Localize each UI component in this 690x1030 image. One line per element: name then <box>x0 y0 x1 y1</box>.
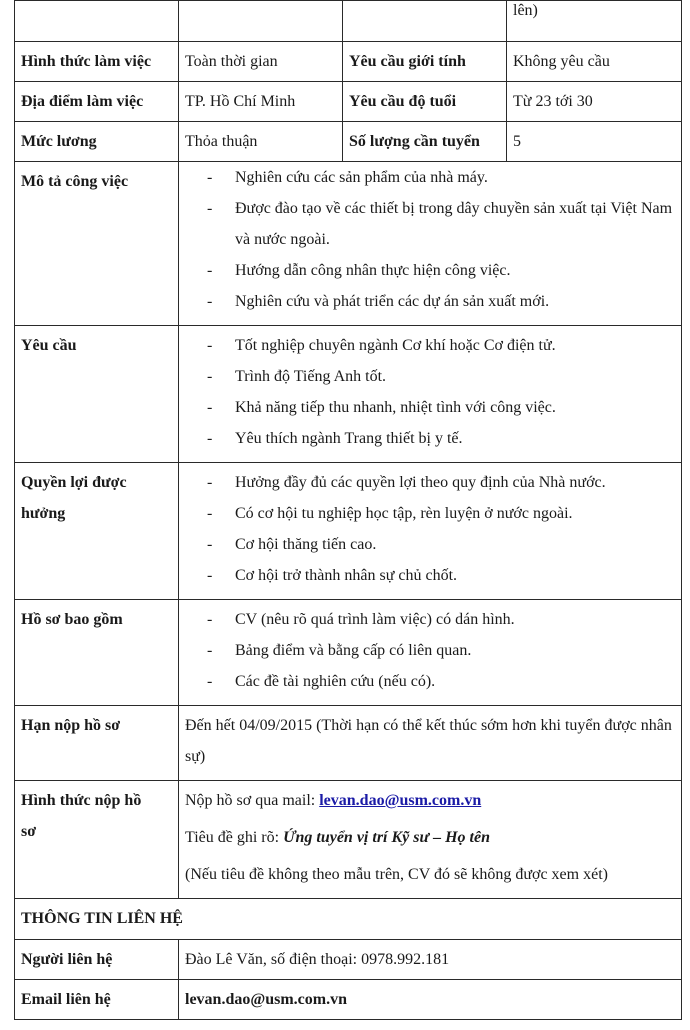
list-item: - Nghiên cứu các sản phẩm của nhà máy. <box>207 169 488 186</box>
label-salary: Mức lương <box>15 122 179 162</box>
value-gender-requirement: Không yêu cầu <box>507 42 682 82</box>
info-row-location <box>15 82 682 122</box>
value-work-type: Toàn thời gian <box>179 42 343 82</box>
list-item: - CV (nêu rõ quá trình làm việc) có dán hình. <box>207 611 515 628</box>
list-item: - Bảng điểm và bằng cấp có liên quan. <box>207 642 472 659</box>
label-gender-requirement: Yêu cầu giới tính <box>343 42 507 82</box>
top-cell-1 <box>15 1 179 42</box>
list-item: - Khả năng tiếp thu nhanh, nhiệt tình với công việc. <box>207 399 556 416</box>
list-item: - Trình độ Tiếng Anh tốt. <box>207 368 387 385</box>
list-item: - Tốt nghiệp chuyên ngành Cơ khí hoặc Cơ điện tử. <box>207 337 556 354</box>
label-benefits <box>15 463 179 600</box>
row-deadline <box>15 706 682 781</box>
row-submission <box>15 781 682 899</box>
label-contact-email: Email liên hệ <box>15 980 179 1020</box>
label-benefits-line1: Quyền lợi được <box>21 474 127 491</box>
job-posting-document <box>14 0 681 1020</box>
row-job-description <box>15 162 682 326</box>
documents-list <box>185 604 675 697</box>
list-item: - Nghiên cứu và phát triển các dự án sản xuất mới. <box>207 293 550 310</box>
value-contact-email: levan.dao@usm.com.vn <box>179 980 682 1020</box>
row-contact-header <box>15 899 682 940</box>
label-contact-person: Người liên hệ <box>15 940 179 980</box>
submission-note: (Nếu tiêu đề không theo mẫu trên, CV đó sẽ không được xem xét) <box>185 866 608 883</box>
submission-subject-text: Ứng tuyển vị trí Kỹ sư – Họ tên <box>283 829 490 846</box>
benefits-list <box>185 467 675 591</box>
info-row-salary <box>15 122 682 162</box>
job-posting-table <box>14 0 682 1020</box>
list-item: - Cơ hội trở thành nhân sự chủ chốt. <box>207 567 458 584</box>
top-cell-2 <box>179 1 343 42</box>
label-requirements: Yêu cầu <box>15 326 179 463</box>
job-description-list <box>185 162 675 317</box>
job-description-cell <box>179 162 682 326</box>
list-item: - Các đề tài nghiên cứu (nếu có). <box>207 673 436 690</box>
row-benefits <box>15 463 682 600</box>
label-submission <box>15 781 179 899</box>
top-partial-row <box>15 1 682 42</box>
row-requirements <box>15 326 682 463</box>
list-item: - Hưởng đầy đủ các quyền lợi theo quy định của Nhà nước. <box>207 474 606 491</box>
label-deadline: Hạn nộp hồ sơ <box>15 706 179 781</box>
value-contact-person: Đào Lê Văn, số điện thoại: 0978.992.181 <box>179 940 682 980</box>
list-item: - Có cơ hội tu nghiệp học tập, rèn luyện ở nước ngoài. <box>207 505 573 522</box>
documents-cell <box>179 600 682 706</box>
benefits-cell <box>179 463 682 600</box>
label-headcount: Số lượng cần tuyển <box>343 122 507 162</box>
top-cell-3 <box>343 1 507 42</box>
submission-mail-prefix: Nộp hồ sơ qua mail: <box>185 792 320 809</box>
list-item: - Hướng dẫn công nhân thực hiện công việc. <box>207 262 511 279</box>
submission-subject-line <box>185 822 675 853</box>
row-contact-email <box>15 980 682 1020</box>
label-submission-line1: Hình thức nộp hồ <box>21 792 142 809</box>
label-work-type: Hình thức làm việc <box>15 42 179 82</box>
submission-cell <box>179 781 682 899</box>
info-row-work-type <box>15 42 682 82</box>
deadline-cell <box>179 706 682 781</box>
submission-mail-line <box>185 785 675 816</box>
top-cell-4: lên) <box>507 1 682 42</box>
row-contact-person <box>15 940 682 980</box>
deadline-text: Đến hết 04/09/2015 (Thời hạn có thể kết thúc sớm hơn khi tuyển được nhân sự) <box>185 717 672 765</box>
value-headcount: 5 <box>507 122 682 162</box>
value-age-requirement: Từ 23 tới 30 <box>507 82 682 122</box>
label-work-location: Địa điểm làm việc <box>15 82 179 122</box>
list-item: - Cơ hội thăng tiến cao. <box>207 536 377 553</box>
label-job-description: Mô tả công việc <box>15 162 179 326</box>
requirements-cell <box>179 326 682 463</box>
requirements-list <box>185 330 675 454</box>
label-submission-line2: sơ <box>21 823 37 840</box>
list-item: - Được đào tạo về các thiết bị trong dây chuyền sản xuất tại Việt Nam và nước ngoài. <box>207 200 673 248</box>
submission-subject-prefix: Tiêu đề ghi rõ: <box>185 829 284 846</box>
contact-header: THÔNG TIN LIÊN HỆ <box>15 899 682 940</box>
row-documents <box>15 600 682 706</box>
label-documents: Hồ sơ bao gồm <box>15 600 179 706</box>
value-salary: Thỏa thuận <box>179 122 343 162</box>
list-item: - Yêu thích ngành Trang thiết bị y tế. <box>207 430 463 447</box>
label-benefits-line2: hưởng <box>21 505 66 522</box>
value-work-location: TP. Hồ Chí Minh <box>179 82 343 122</box>
submission-email-link[interactable]: levan.dao@usm.com.vn <box>319 792 482 809</box>
label-age-requirement: Yêu cầu độ tuổi <box>343 82 507 122</box>
